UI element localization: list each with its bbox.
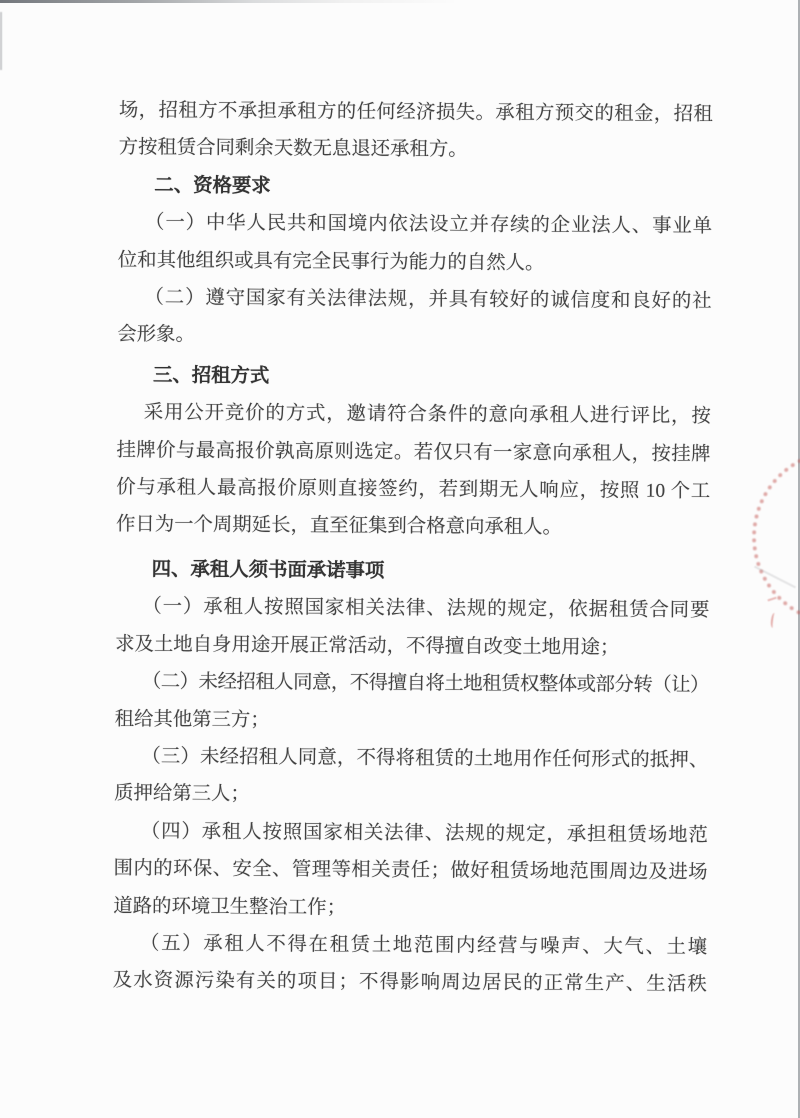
body-line: （四）承租人按照国家相关法律、法规的规定，承担租赁场地范: [140, 820, 708, 846]
section-heading: 四、承租人须书面承诺事项: [151, 559, 385, 582]
scan-artifact-top-edge: [0, 0, 460, 3]
body-line: （三）未经招租人同意，不得将租赁的土地用作任何形式的抵押、: [141, 746, 709, 772]
body-line: 租给其他第三方；: [114, 708, 270, 731]
red-seal-fragment: [767, 597, 777, 605]
body-line: 价与承租人最高报价原则直接签约，若到期无人响应，按照 10 个工: [116, 477, 711, 503]
body-line: 位和其他组织或具有完全民事行为能力的自然人。: [117, 249, 545, 274]
body-line: 采用公开竞价的方式，邀请符合条件的意向承租人进行评比，按: [143, 402, 711, 428]
body-line: 作日为一个周期延长，直至征集到合格意向承租人。: [115, 514, 563, 539]
body-line: 会形象。: [117, 324, 195, 346]
body-line: （一）承租人按照国家相关法律、法规的规定，依据租赁合同要: [142, 596, 710, 622]
body-line: 方按租赁合同剩余天数无息退还承租方。: [118, 137, 468, 161]
body-line: 及水资源污染有关的项目；不得影响周边居民的正常生产、生活秩: [112, 970, 707, 996]
body-line: 挂牌价与最高报价孰高原则选定。若仅只有一家意向承租人，按挂牌: [116, 439, 711, 465]
section-heading: 二、资格要求: [154, 175, 271, 197]
section-heading: 三、招租方式: [152, 365, 270, 387]
body-line: （二）未经招租人同意，不得擅自将土地租赁权整体或部分转（让）: [141, 671, 709, 697]
scan-artifact-left-edge: [0, 12, 2, 70]
red-seal-fragment: [770, 613, 778, 629]
body-line: 道路的环境卫生整治工作；: [113, 895, 347, 919]
body-line: （一）中华人民共和国境内依法设立并存续的企业法人、事业单: [145, 212, 713, 238]
body-line: 求及土地自身用途开展正常活动，不得擅自改变土地用途；: [115, 633, 620, 659]
body-line: （二）遵守国家有关法律法规，并具有较好的诚信度和良好的社: [144, 287, 712, 313]
body-line: 围内的环保、安全、管理等相关责任；做好租赁场地范围周边及进场: [113, 858, 708, 884]
body-line: 场，招租方不承担承租方的任何经济损失。承租方预交的租金，招租: [118, 99, 713, 126]
body-line: （五）承租人不得在租赁土地范围内经营与噪声、大气、土壤: [139, 933, 708, 959]
document-text-block: [113, 92, 713, 1004]
body-line: 质押给第三人；: [114, 783, 250, 806]
